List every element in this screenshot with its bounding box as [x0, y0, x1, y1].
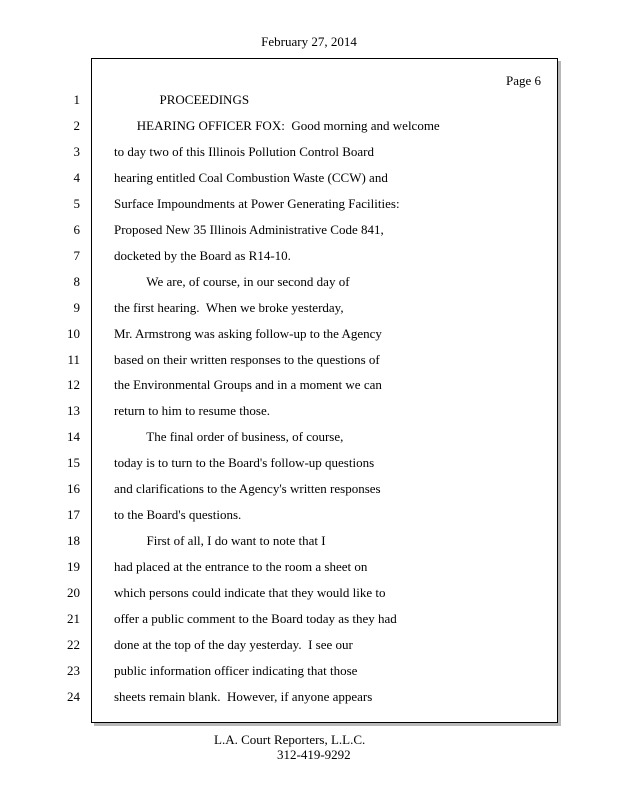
line-number: 23	[67, 662, 80, 678]
transcript-line	[0, 585, 618, 611]
line-text: sheets remain blank. However, if anyone appears	[114, 688, 373, 704]
transcript-line	[0, 455, 618, 481]
line-number: 24	[67, 688, 80, 704]
transcript-line	[0, 403, 618, 429]
line-text: docketed by the Board as R14-10.	[114, 247, 291, 263]
transcript-line	[0, 170, 618, 196]
line-number: 20	[67, 585, 80, 601]
line-text: today is to turn to the Board's follow-up questions	[114, 455, 375, 471]
line-text: public information officer indicating that those	[114, 662, 358, 678]
line-number: 12	[67, 377, 80, 393]
line-number: 6	[73, 221, 80, 237]
transcript-line	[0, 274, 618, 300]
transcript-line	[0, 663, 618, 689]
line-number: 3	[73, 143, 80, 159]
transcript-line	[0, 248, 618, 274]
line-text: PROCEEDINGS	[114, 92, 250, 107]
line-number: 5	[73, 195, 80, 211]
transcript-line	[0, 118, 618, 144]
line-number: 11	[67, 351, 80, 367]
header-date: February 27, 2014	[261, 34, 357, 49]
transcript-line	[0, 533, 618, 559]
transcript-line	[0, 352, 618, 378]
line-number: 18	[67, 533, 80, 549]
transcript-line	[0, 507, 618, 533]
transcript-line	[0, 300, 618, 326]
transcript-line	[0, 222, 618, 248]
line-text: the Environmental Groups and in a moment we can	[114, 377, 382, 393]
line-number: 2	[73, 117, 80, 133]
transcript-line	[0, 92, 618, 118]
transcript-line	[0, 144, 618, 170]
line-number: 4	[73, 169, 80, 185]
line-number: 19	[67, 559, 80, 575]
line-number: 14	[67, 429, 80, 445]
line-number: 9	[73, 299, 80, 315]
line-number: 22	[67, 636, 80, 652]
transcript-line	[0, 637, 618, 663]
transcript-line	[0, 429, 618, 455]
line-number: 7	[73, 247, 80, 263]
transcript-line	[0, 611, 618, 637]
line-text: offer a public comment to the Board today as they had	[114, 611, 397, 626]
line-text: Proposed New 35 Illinois Administrative Code 841,	[114, 221, 384, 237]
line-number: 13	[67, 403, 80, 419]
line-number: 17	[67, 507, 80, 523]
court-reporter-name: L.A. Court Reporters, L.L.C.	[214, 732, 366, 747]
line-text: the first hearing. When we broke yesterday,	[114, 299, 344, 315]
page-number: Page 6	[505, 73, 541, 88]
line-text: done at the top of the day yesterday. I see our	[114, 636, 353, 652]
line-text: hearing entitled Coal Combustion Waste (CCW) and	[114, 169, 388, 185]
line-number: 1	[73, 92, 80, 107]
transcript-line	[0, 326, 618, 352]
transcript-line	[0, 559, 618, 585]
transcript-line	[0, 481, 618, 507]
line-text: return to him to resume those.	[114, 403, 270, 419]
line-text: Mr. Armstrong was asking follow-up to the Agency	[114, 325, 382, 341]
line-text: Surface Impoundments at Power Generating Facilities:	[114, 195, 400, 211]
line-number: 21	[67, 611, 80, 626]
transcript-line	[0, 377, 618, 403]
line-number: 16	[67, 481, 80, 497]
line-number: 8	[73, 273, 80, 289]
line-text: based on their written responses to the questions of	[114, 351, 380, 367]
line-text: First of all, I do want to note that I	[114, 533, 326, 549]
court-reporter-phone: 312-419-9292	[277, 747, 351, 762]
line-text: The final order of business, of course,	[114, 429, 344, 445]
transcript-line	[0, 196, 618, 222]
line-text: to day two of this Illinois Pollution Control Board	[114, 143, 374, 159]
line-text: which persons could indicate that they would like to	[114, 585, 386, 601]
line-text: had placed at the entrance to the room a sheet on	[114, 559, 368, 575]
line-number: 15	[67, 455, 80, 471]
line-text: We are, of course, in our second day of	[114, 273, 350, 289]
line-text: HEARING OFFICER FOX: Good morning and welcome	[114, 117, 440, 133]
line-number: 10	[67, 325, 80, 341]
line-text: to the Board's questions.	[114, 507, 242, 523]
transcript-line	[0, 689, 618, 715]
line-text: and clarifications to the Agency's written responses	[114, 481, 381, 497]
